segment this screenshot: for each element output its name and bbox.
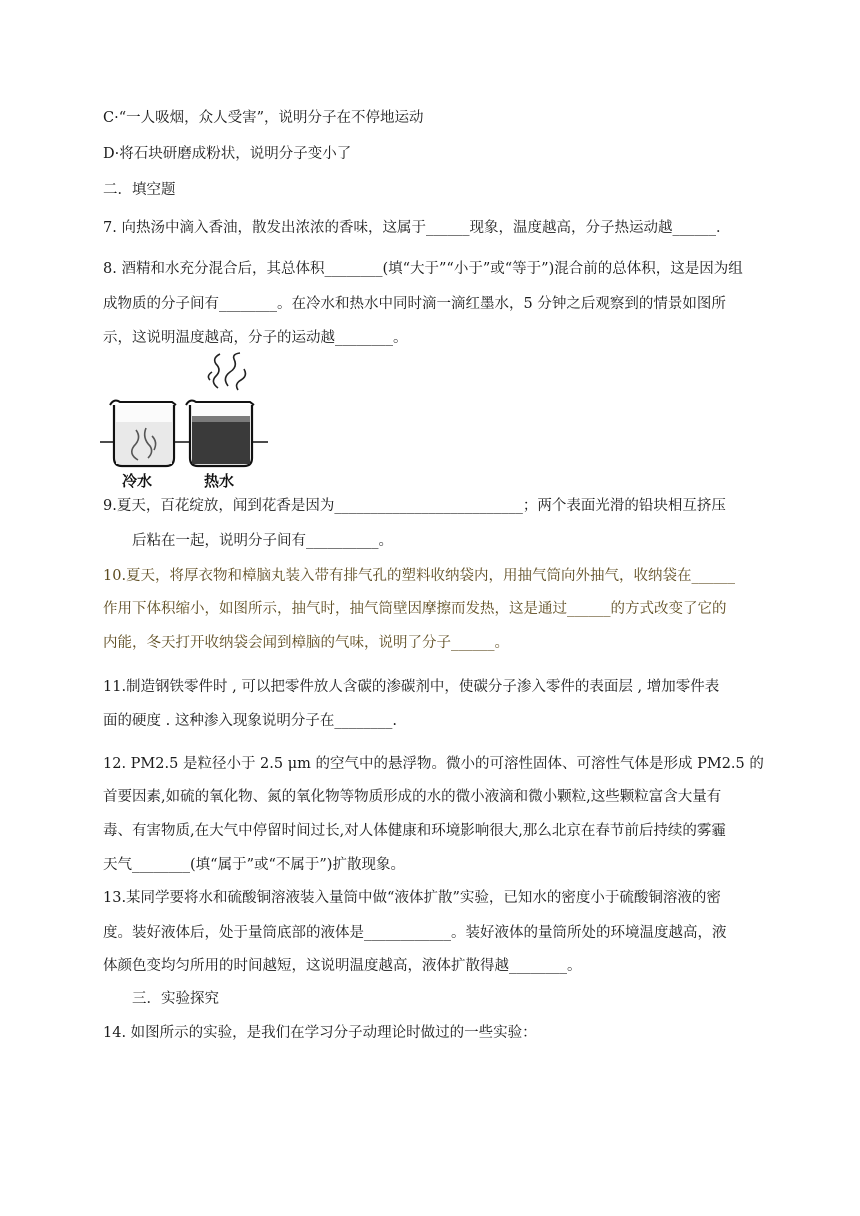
question-13-line-2: 度。装好液体后，处于量筒底部的液体是____________。装好液体的量筒所处的环境温度越高，液: [103, 925, 727, 941]
hot-water-label: 热水: [204, 473, 235, 490]
question-12-line-1: 12. PM2.5 是粒径小于 2.5 μm 的空气中的悬浮物。微小的可溶性固体、可溶性气体是形成 PM2.5 的: [103, 756, 764, 772]
question-12-line-2: 首要因素,如硫的氧化物、氮的氧化物等物质形成的水的微小液滴和微小颗粒,这些颗粒富含大量有: [103, 789, 722, 805]
question-10-line-3: 内能，冬天打开收纳袋会闻到樟脑的气味，说明了分子______。: [103, 635, 509, 651]
steam-icon: [208, 353, 245, 390]
hot-water-beaker: [186, 401, 254, 466]
cold-water-beaker: [110, 401, 176, 466]
beaker-figure: [100, 350, 270, 490]
question-9-line-1: 9.夏天，百花绽放，闻到花香是因为__________________________；两个表面光滑的铅块相互挤压: [103, 498, 726, 514]
section-heading-experiment: 三．实验探究: [132, 991, 219, 1007]
question-8-line-1: 8. 酒精和水充分混合后，其总体积________(填“大于”“小于”或“等于”)混合前的总体积，这是因为组: [103, 261, 743, 277]
question-11-line-1: 11.制造钢铁零件时 , 可以把零件放人含碳的渗碳剂中，使碳分子渗入零件的表面层 , 增加零件表: [103, 679, 720, 695]
section-heading-fill-in: 二．填空题: [103, 182, 176, 198]
option-d: D·将石块研磨成粉状，说明分子变小了: [103, 146, 352, 162]
question-11-line-2: 面的硬度 . 这种渗入现象说明分子在________.: [103, 713, 397, 729]
question-13-line-3: 体颜色变均匀所用的时间越短，这说明温度越高，液体扩散得越________。: [103, 958, 582, 974]
option-c: C·“一人吸烟，众人受害”，说明分子在不停地运动: [103, 110, 424, 126]
cold-water-label: 冷水: [122, 473, 153, 490]
question-8-line-2: 成物质的分子间有________。在冷水和热水中同时滴一滴红墨水，5 分钟之后观察到的情景如图所: [103, 296, 726, 312]
question-10-line-1: 10.夏天，将厚衣物和樟脑丸装入带有排气孔的塑料收纳袋内，用抽气筒向外抽气，收纳袋在______: [103, 568, 736, 584]
question-14: 14. 如图所示的实验，是我们在学习分子动理论时做过的一些实验：: [103, 1025, 537, 1041]
question-10-line-2: 作用下体积缩小，如图所示，抽气时，抽气筒壁因摩擦而发热，这是通过______的方式改变了它的: [103, 601, 727, 617]
question-12-line-3: 毒、有害物质,在大气中停留时间过长,对人体健康和环境影响很大,那么北京在春节前后持续的雾霾: [103, 823, 726, 839]
question-8-line-3: 示，这说明温度越高，分子的运动越________。: [103, 330, 408, 346]
question-7: 7. 向热汤中滴入香油，散发出浓浓的香味，这属于______现象，温度越高，分子热运动越______．: [103, 220, 731, 236]
question-13-line-1: 13.某同学要将水和硫酸铜溶液装入量筒中做“液体扩散”实验，已知水的密度小于硫酸铜溶液的密: [103, 890, 721, 906]
question-9-line-2: 后粘在一起，说明分子间有__________。: [132, 533, 393, 549]
question-12-line-4: 天气________(填“属于”或“不属于”)扩散现象。: [103, 857, 405, 873]
